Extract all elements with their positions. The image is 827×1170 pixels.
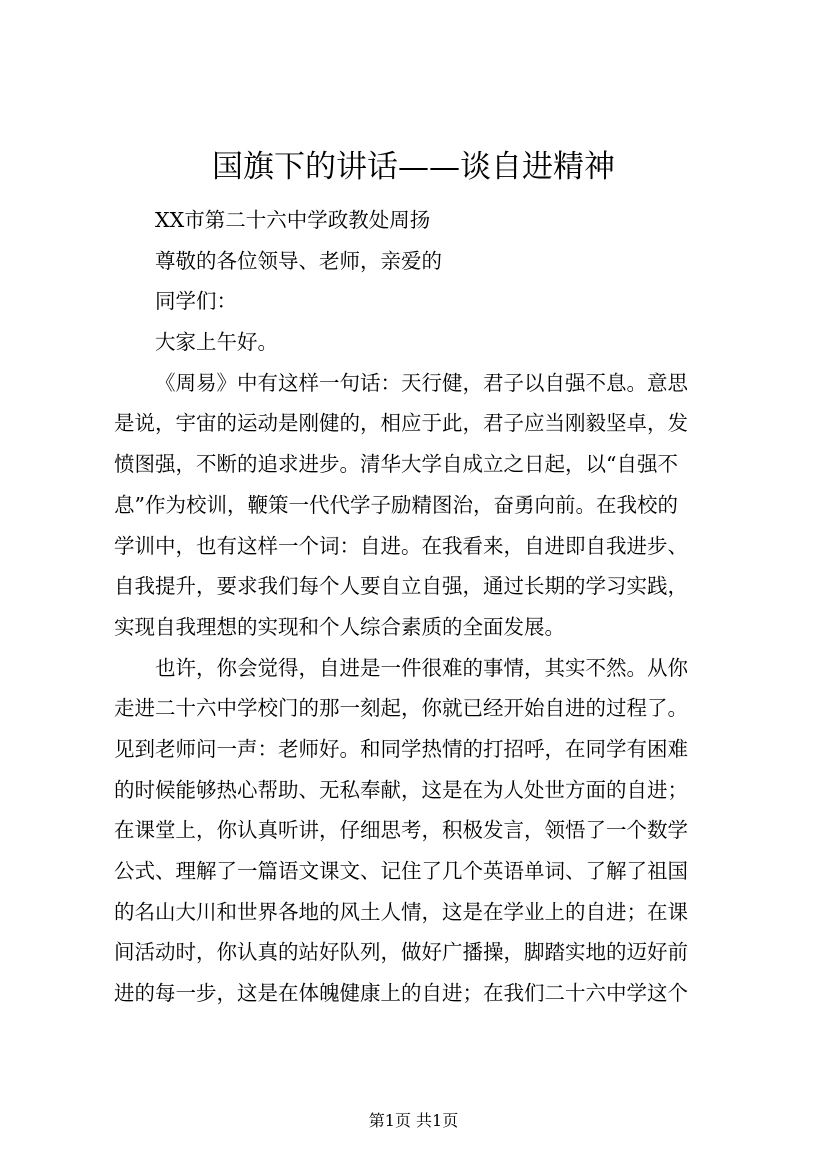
body-line: 的名山大川和世界各地的风土人情，这是在学业上的自进；在课 bbox=[114, 899, 688, 924]
body-line: 是说，宇宙的运动是刚健的，相应于此，君子应当刚毅坚卓，发 bbox=[114, 411, 688, 436]
body-line: 《周易》中有这样一句话：天行健，君子以自强不息。意思 bbox=[155, 370, 688, 395]
body-line: 间活动时，你认真的站好队列，做好广播操，脚踏实地的迈好前 bbox=[114, 940, 688, 965]
body-line: 进的每一步，这是在体魄健康上的自进；在我们二十六中学这个 bbox=[114, 981, 688, 1006]
body-line: 大家上午好。 bbox=[155, 330, 278, 355]
body-line: 尊敬的各位领导、老师，亲爱的 bbox=[155, 248, 442, 273]
body-line: 同学们： bbox=[155, 289, 237, 314]
body-line: 实现自我理想的实现和个人综合素质的全面发展。 bbox=[114, 614, 565, 639]
document-title: 国旗下的讲话——谈自进精神 bbox=[212, 149, 615, 185]
body-line: 愤图强，不断的追求进步。清华大学自成立之日起，以“自强不 bbox=[114, 452, 678, 477]
body-line: 公式、理解了一篇语文课文、记住了几个英语单词、了解了祖国 bbox=[114, 859, 688, 883]
body-line: 学训中，也有这样一个词：自进。在我看来，自进即自我进步、 bbox=[114, 533, 688, 558]
body-line: 自我提升，要求我们每个人要自立自强，通过长期的学习实践， bbox=[114, 574, 688, 599]
body-line: 走进二十六中学校门的那一刻起，你就已经开始自进的过程了。 bbox=[114, 696, 688, 721]
body-line: 也许，你会觉得，自进是一件很难的事情，其实不然。从你 bbox=[155, 655, 688, 680]
body-line: 在课堂上，你认真听讲，仔细思考，积极发言，领悟了一个数学 bbox=[114, 818, 688, 843]
body-line: XX市第二十六中学政教处周扬 bbox=[155, 208, 431, 232]
document-body bbox=[114, 200, 736, 1014]
body-line: 的时候能够热心帮助、无私奉献，这是在为人处世方面的自进； bbox=[114, 777, 688, 802]
body-line: 见到老师问一声：老师好。和同学热情的打招呼，在同学有困难 bbox=[114, 736, 688, 761]
page-number-footer: 第1页 共1页 bbox=[368, 1111, 459, 1130]
body-line: 息”作为校训，鞭策一代代学子励精图治，奋勇向前。在我校的 bbox=[114, 492, 678, 517]
